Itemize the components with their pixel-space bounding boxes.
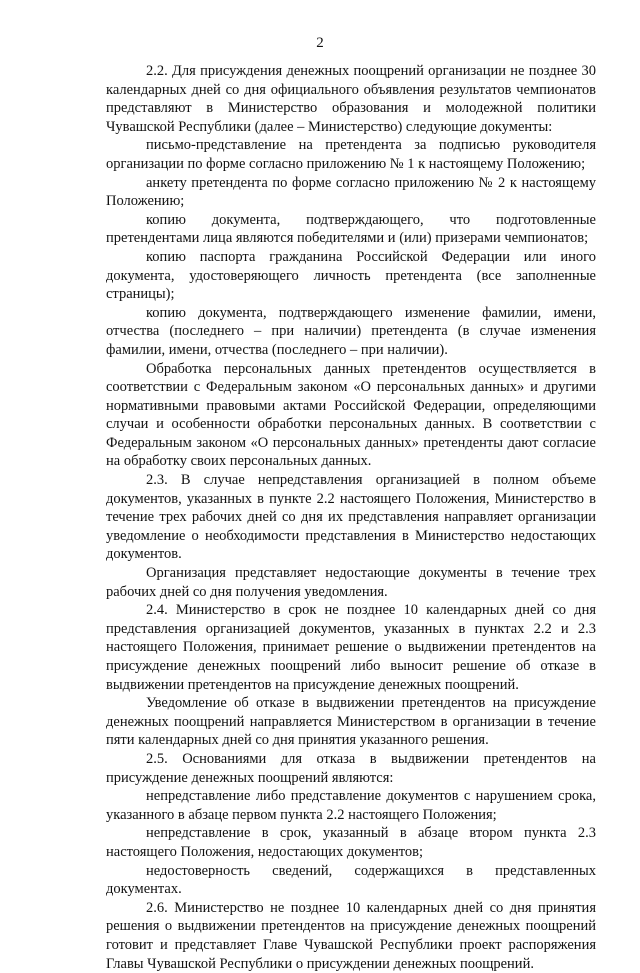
paragraph-name-change-copy: копию документа, подтверждающего изменение фамилии, имени, отчества (последнего – при наличии) претендента (в случае изменения фамилии, имени, отчества (последнего – при наличии). [106, 304, 596, 358]
paragraph-passport-copy: копию паспорта гражданина Российской Федерации или иного документа, удостоверяющего личность претендента (все заполненные страницы); [106, 248, 596, 303]
paragraph-2-4: 2.4. Министерство в срок не позднее 10 календарных дней со дня представления организацией документов, указанных в пунктах 2.2 и 2.3 настоящего Положения, принимает решение о выдвижении претендентов на присуждение денежных поощрений либо выносит решение об отказе в выдвижении претендентов на присуждение денежных поощрений. [106, 602, 596, 693]
paragraph-2-3: 2.3. В случае непредставления организацией в полном объеме документов, указанных в пункте 2.2 настоящего Положения, Министерство в течение трех рабочих дней со дня их представления направляет организации уведомление о необходимости представления в Министерство недостающих документов. [106, 472, 596, 563]
paragraph-refusal-notice: Уведомление об отказе в выдвижении претендентов на присуждение денежных поощрений направляется Министерством в организации в течение пяти календарных дней со дня принятия указанного решения. [106, 695, 596, 749]
paragraph-deadline-violation: непредставление либо представление документов с нарушением срока, указанного в абзаце первом пункта 2.2 настоящего Положения; [106, 788, 596, 823]
paragraph-2-2-intro: 2.2. Для присуждения денежных поощрений организации не позднее 30 календарных дней со дня официального объявления результатов чемпионатов представляют в Министерство образования и молодежной политики Чувашской Республики (далее – Министерство) следующие документы: [106, 63, 596, 135]
paragraph-applicant-questionnaire: анкету претендента по форме согласно приложению № 2 к настоящему Положению; [106, 174, 596, 210]
paragraph-2-6: 2.6. Министерство не позднее 10 календарных дней со дня принятия решения о выдвижении претендентов на присуждение денежных поощрений готовит и представляет Главе Чувашской Республики проект распоряжения Главы Чувашской Республики о присуждении денежных поощрений. [106, 899, 596, 972]
paragraph-2-5: 2.5. Основаниями для отказа в выдвижении претендентов на присуждение денежных поощрений являются: [106, 750, 596, 786]
document-body [106, 62, 596, 973]
paragraph-winner-document-copy: копию документа, подтверждающего, что подготовленные претендентами лица являются победителями и (или) призерами чемпионатов; [106, 211, 596, 247]
paragraph-letter-representation: письмо-представление на претендента за подписью руководителя организации по форме согласно приложению № 1 к настоящему Положению; [106, 137, 596, 172]
paragraph-unreliable-info: недостоверность сведений, содержащихся в представленных документах. [106, 862, 596, 898]
page-number: 2 [316, 35, 324, 51]
paragraph-missing-in-time: непредставление в срок, указанный в абзаце втором пункта 2.3 настоящего Положения, недостающих документов; [106, 825, 596, 860]
paragraph-personal-data: Обработка персональных данных претендентов осуществляется в соответствии с Федеральным законом «О персональных данных» и другими нормативными правовыми актами Российской Федерации, определяющими случаи и особенности обработки персональных данных. В соответствии с Федеральным законом «О персональных данных» претенденты дают согласие на обработку своих персональных данных. [106, 360, 596, 470]
paragraph-missing-documents: Организация представляет недостающие документы в течение трех рабочих дней со дня получения уведомления. [106, 565, 596, 600]
